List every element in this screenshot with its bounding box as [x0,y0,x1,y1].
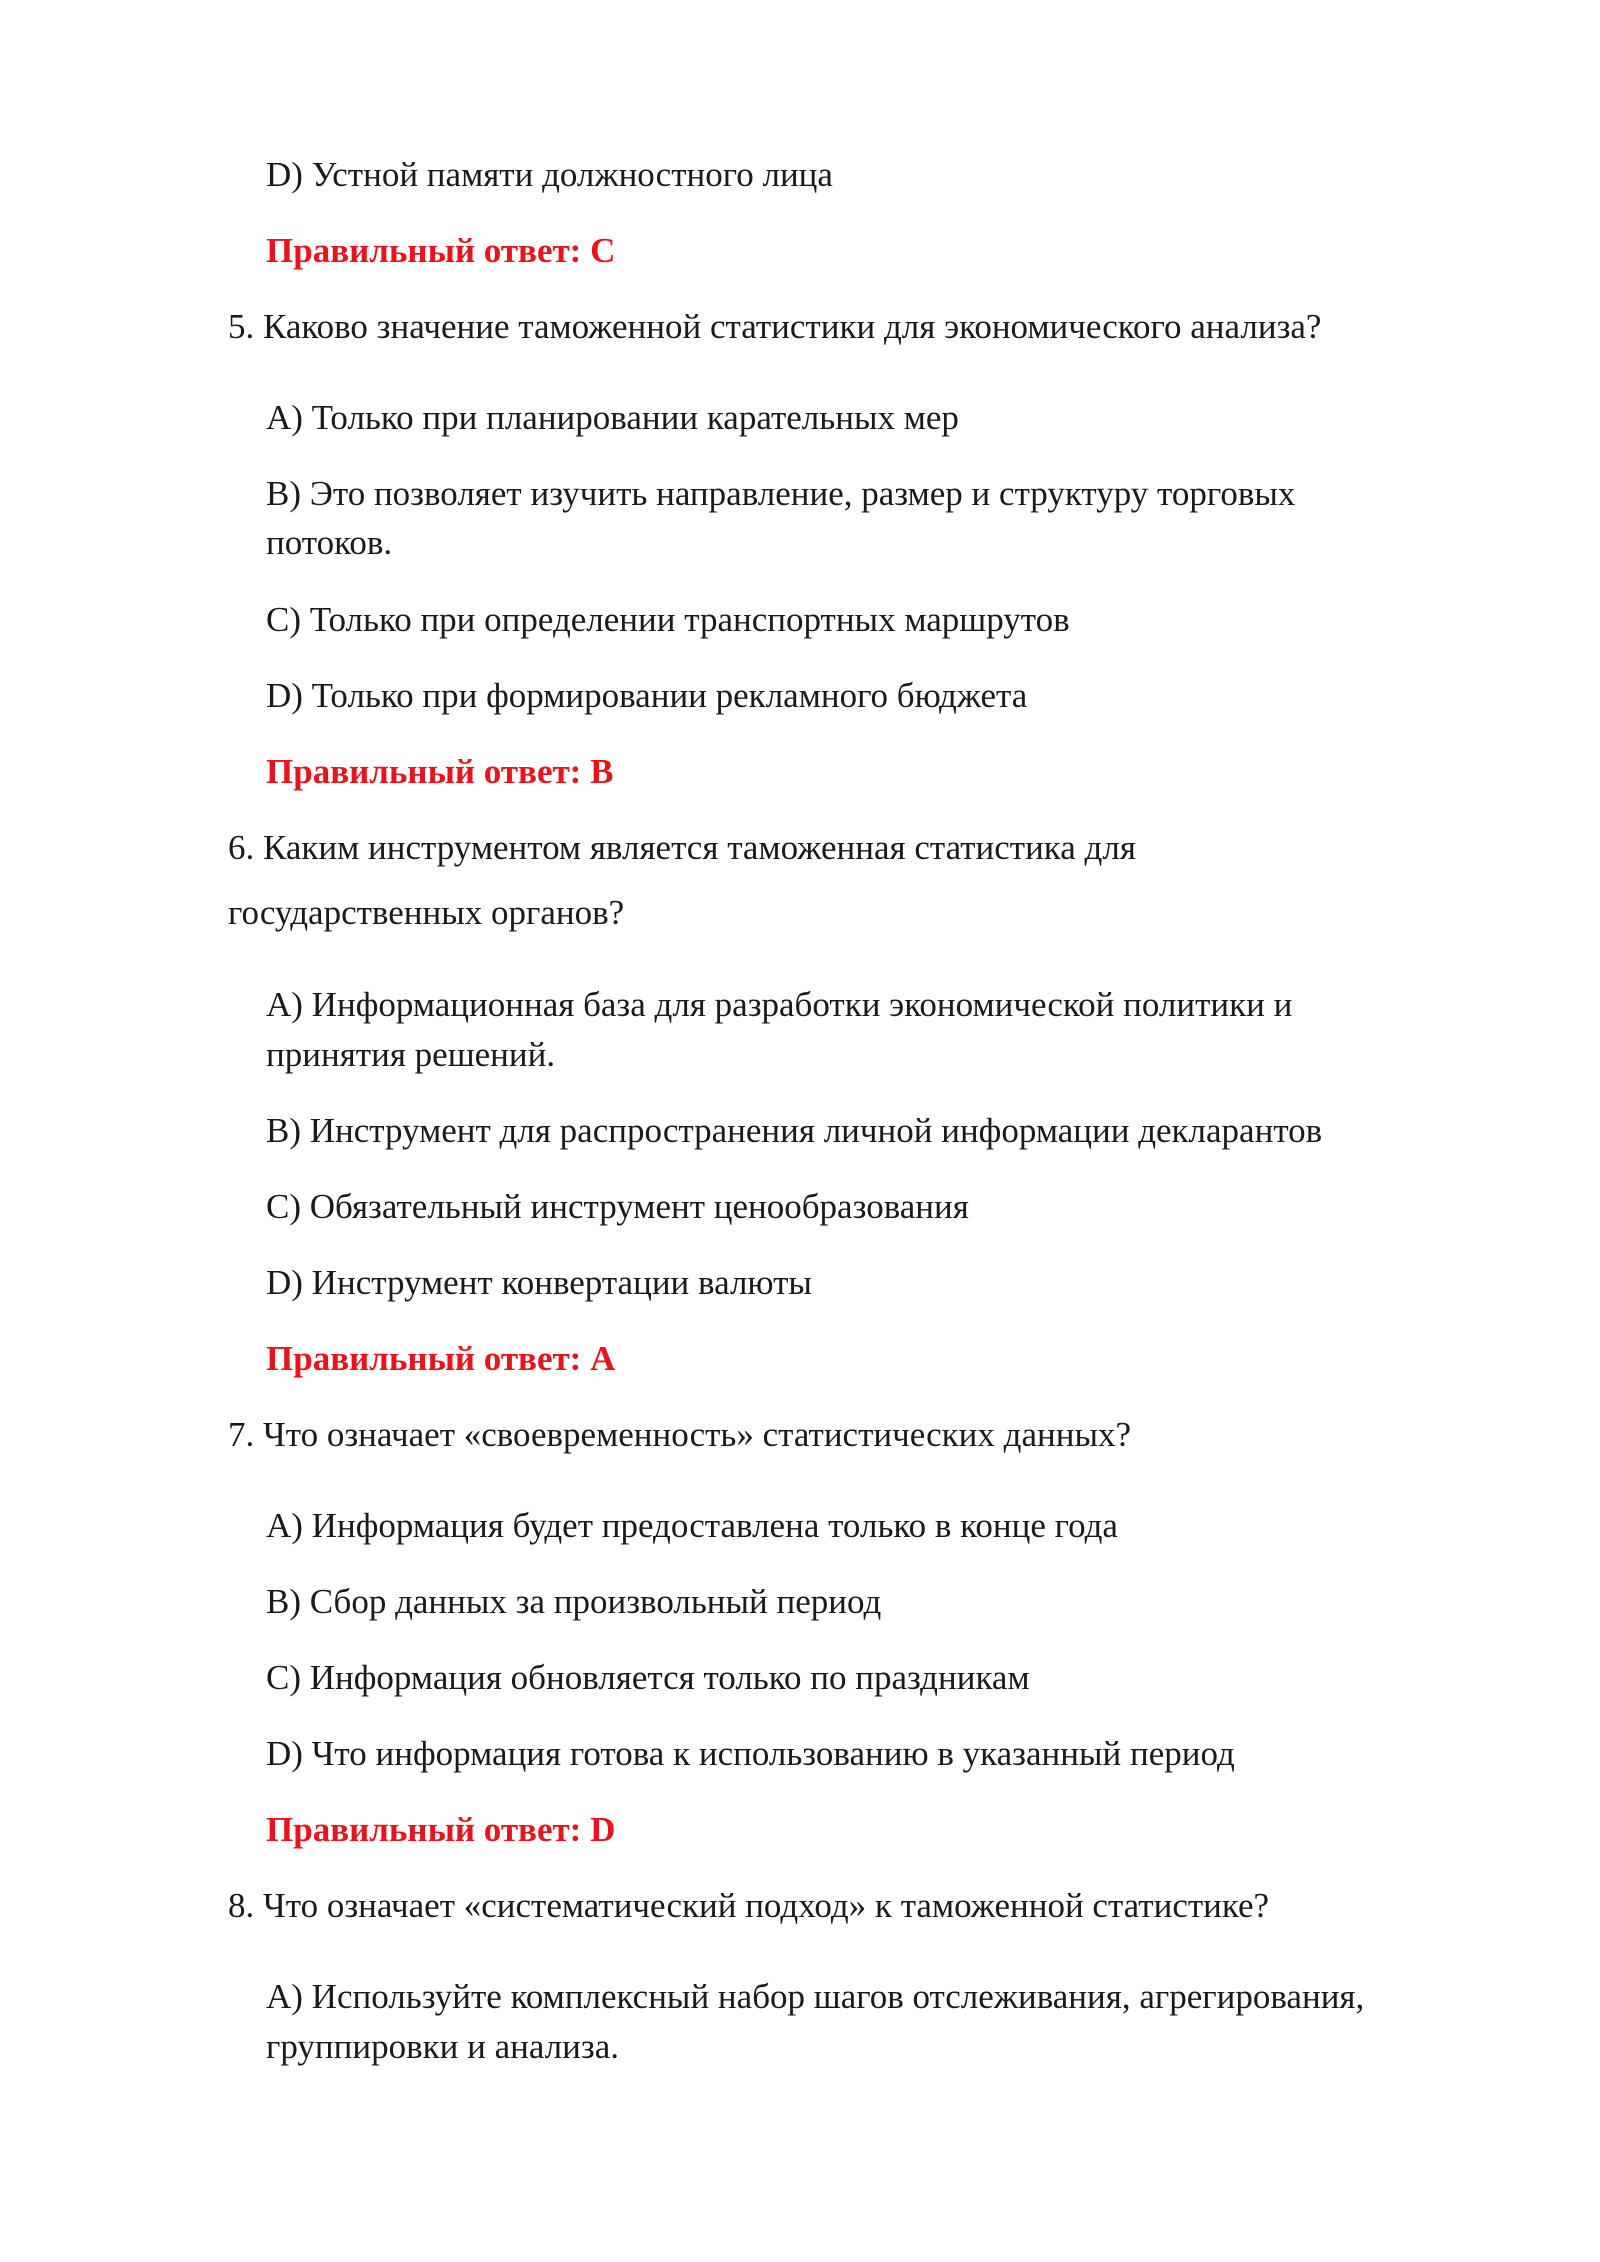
q7-question: 7. Что означает «своевременность» статистических данных? [228,1415,1131,1454]
q8-option-a-cont: группировки и анализа. [266,2027,619,2066]
q5-option-a: A) Только при планировании карательных мер [266,398,959,437]
q6-option-b: B) Инструмент для распространения личной информации декларантов [266,1111,1323,1150]
q6-option-c: C) Обязательный инструмент ценообразования [266,1187,969,1226]
q5-option-c: C) Только при определении транспортных маршрутов [266,600,1070,639]
q6-option-a: A) Информационная база для разработки экономической политики и [266,985,1293,1024]
q7-option-b: B) Сбор данных за произвольный период [266,1582,882,1621]
q5-question: 5. Каково значение таможенной статистики для экономического анализа? [228,307,1322,346]
q7-correct-answer: Правильный ответ: D [266,1810,616,1849]
q7-option-d: D) Что информация готова к использованию в указанный период [266,1734,1235,1773]
q4-option-d: D) Устной памяти должностного лица [266,155,833,194]
q6-correct-answer: Правильный ответ: A [266,1339,616,1378]
q5-correct-answer: Правильный ответ: B [266,752,614,791]
q7-option-a: A) Информация будет предоставлена только в конце года [266,1506,1118,1545]
q6-option-d: D) Инструмент конвертации валюты [266,1263,812,1302]
q5-option-b-cont: потоков. [266,523,393,562]
q6-question: 6. Каким инструментом является таможенная статистика для [228,828,1136,867]
q8-question: 8. Что означает «систематический подход» к таможенной статистике? [228,1886,1270,1925]
q5-option-d: D) Только при формировании рекламного бюджета [266,676,1028,715]
q8-option-a: A) Используйте комплексный набор шагов отслеживания, агрегирования, [266,1977,1365,2016]
q6-question-cont: государственных органов? [228,893,625,932]
q4-correct-answer: Правильный ответ: C [266,231,616,270]
q6-option-a-cont: принятия решений. [266,1035,556,1074]
q7-option-c: C) Информация обновляется только по праздникам [266,1658,1030,1697]
q5-option-b: B) Это позволяет изучить направление, размер и структуру торговых [266,474,1296,513]
